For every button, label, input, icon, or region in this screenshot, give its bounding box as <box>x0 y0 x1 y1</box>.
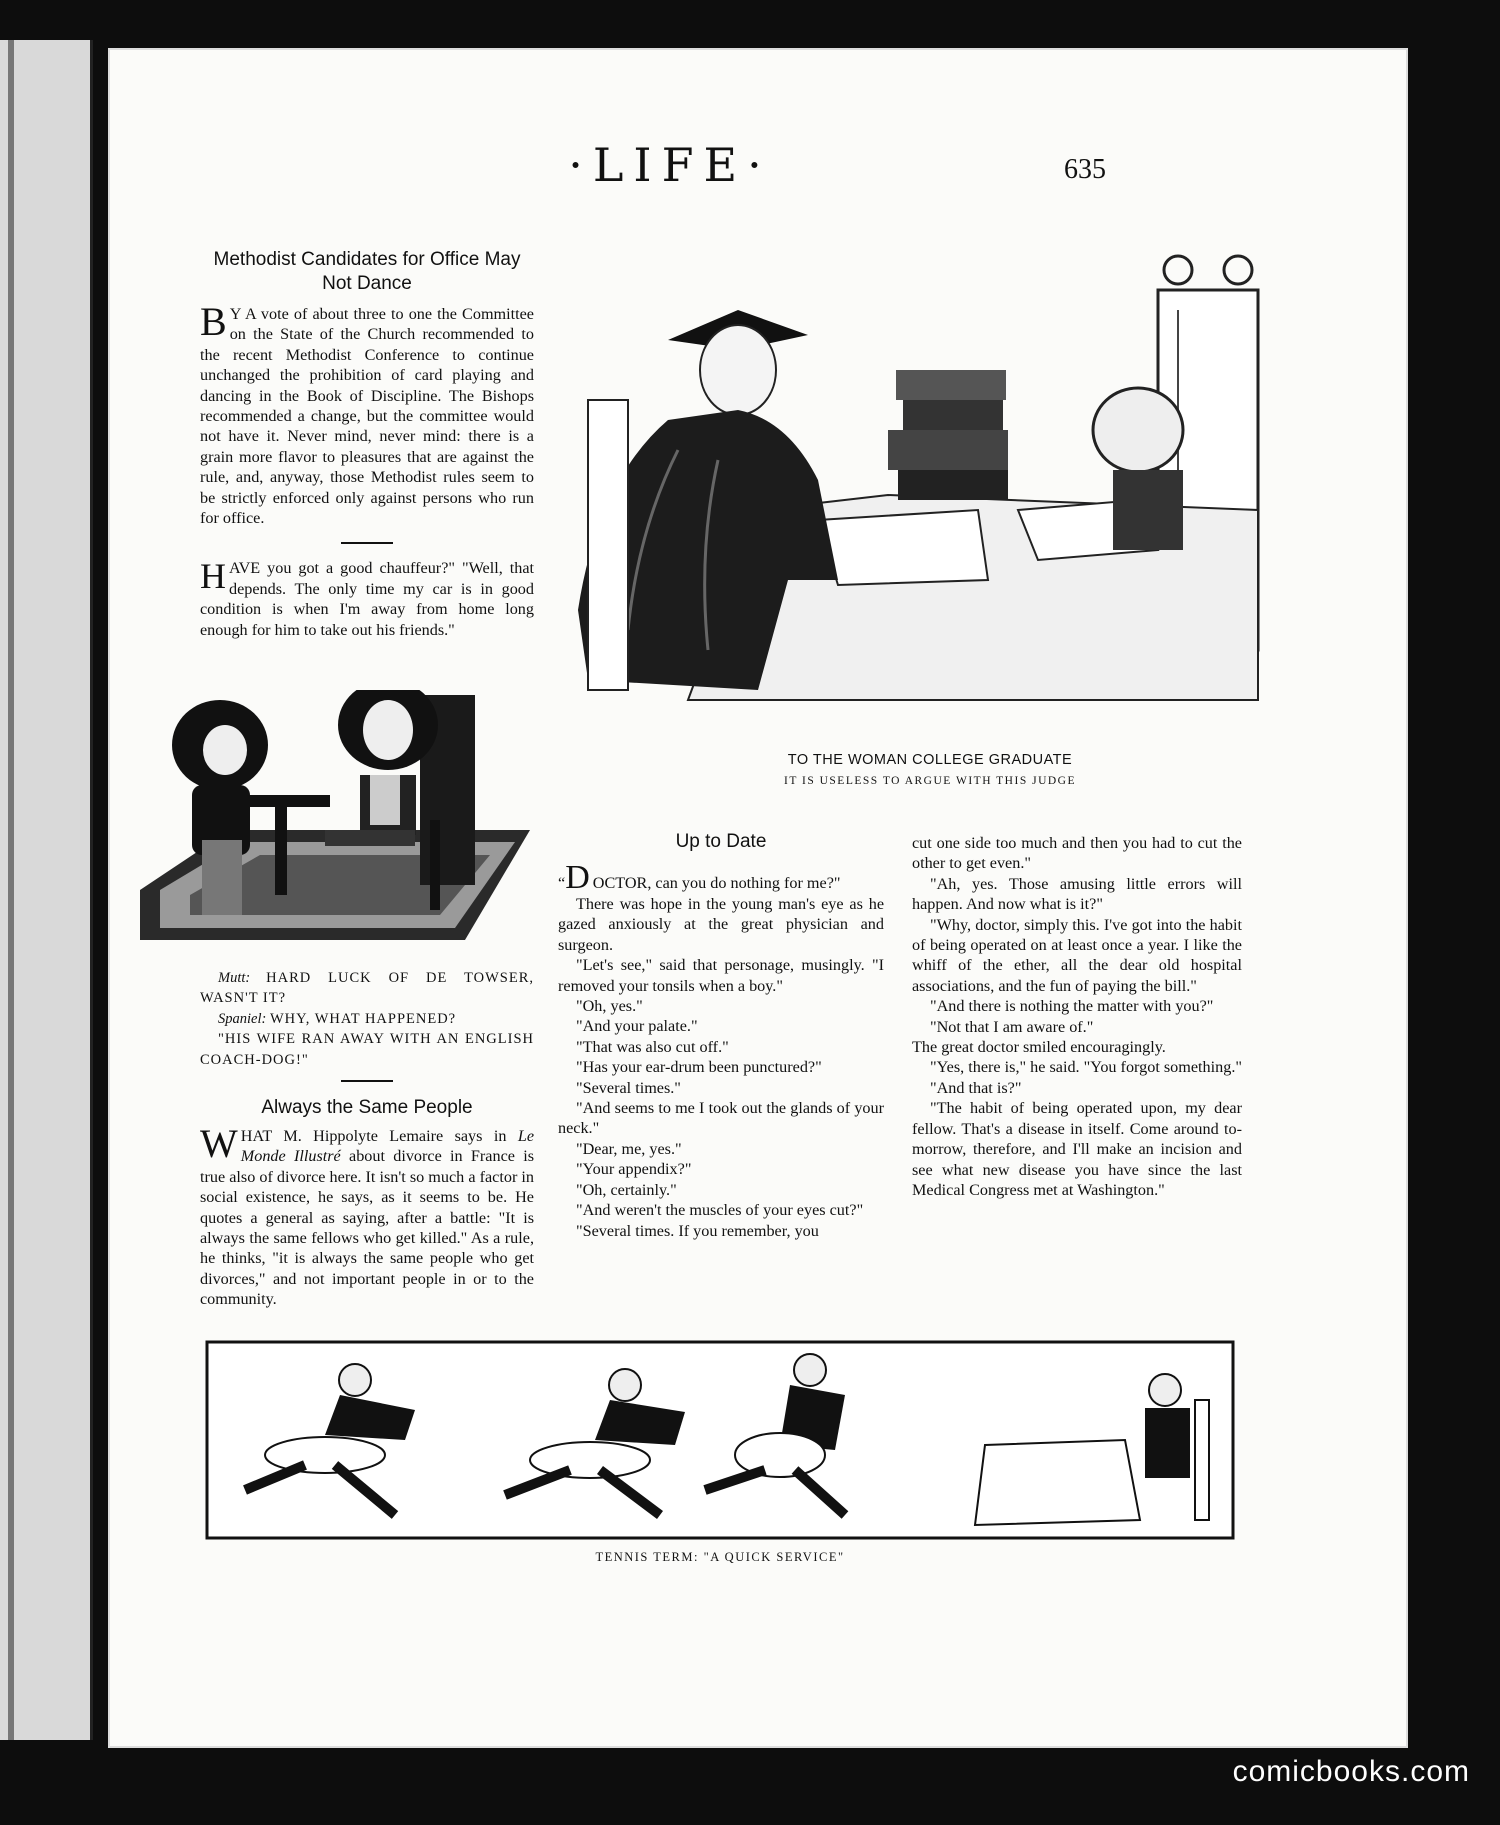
paragraph: "And there is nothing the matter with you?" <box>930 997 1214 1016</box>
paragraph: "Let's see," said that personage, musingly. "I removed your tonsils when a boy." <box>558 956 884 995</box>
paragraph: "The habit of being operated upon, my dear fellow. That's a disease in itself. Come around to-morrow, therefore, and I'll make an incision and see what new disease you have since the last Medical Congress met at Washington." <box>912 1099 1242 1199</box>
article-title: Up to Date <box>675 831 767 852</box>
paragraph: "Why, doctor, simply this. I've got into the habit of being operated on at least once a year. I like the whiff of the ether, all the dear old hospital associations, and the fun of paying the bill." <box>912 915 1242 995</box>
paragraph: cut one side too much and then you had to cut the other to get even." <box>912 834 1242 873</box>
paragraph: "And seems to me I took out the glands of your neck." <box>558 1099 884 1138</box>
judge-cartoon-illustration <box>558 250 1303 725</box>
speaker-spaniel: Spaniel: <box>218 1010 267 1027</box>
paragraph: "Several times. If you remember, you <box>576 1221 819 1240</box>
page-number: 635 <box>1064 154 1106 185</box>
divider <box>341 542 393 544</box>
left-page-edge <box>0 40 93 1740</box>
drop-cap: B <box>200 299 227 344</box>
paragraph: "Not that I am aware of." <box>930 1017 1094 1036</box>
article-body: about divorce in France is true also of divorce here. It isn't so much a factor in social existence, he says, as it seems to be. He quotes a general as saying, after a battle: "It is always the same fellows who get killed." As a rule, he thinks, "it is always the same people who get divorces," and not important people in or to the community. <box>200 1147 534 1309</box>
paragraph: "And that is?" <box>930 1078 1022 1097</box>
article-title: Always the Same People <box>261 1097 473 1118</box>
drop-cap: H <box>200 556 226 597</box>
caption-line: HARD LUCK OF DE TOWSER, WASN'T IT? <box>200 970 534 1007</box>
joke-body: "Well, that depends. The only time my car is in good condition is when I'm away from home long enough for him to take out his friends." <box>200 559 535 639</box>
judge-caption: TO THE WOMAN COLLEGE GRADUATE <box>787 752 1073 768</box>
paragraph: "Oh, yes." <box>576 997 643 1016</box>
article-always-same-people <box>200 1080 534 1310</box>
paragraph: "Your appendix?" <box>576 1160 692 1179</box>
article-first-line: OCTOR, can you do nothing for me?" <box>592 874 841 892</box>
paragraph: "And your palate." <box>576 1017 698 1036</box>
paragraph: There was hope in the young man's eye as he gazed anxiously at the great physician and surgeon. <box>558 895 884 954</box>
paragraph: "That was also cut off." <box>576 1037 729 1056</box>
masthead-title: ·LIFE· <box>568 138 772 192</box>
article-up-to-date: Up to Date “D OCTOR, can you do nothing for me?" There was hope in the young man's eye as he gazed anxiously at the great physician and surgeon. "Let's see," said that personage, musingly. "I removed your tonsils when a boy." "Oh, yes." "And your palate." "That was also cut off." "Has your ear-drum been punctured?" "Several times." "And seems to me I took out the glands of your neck." "Dear, me, yes." "Your appendix?" "Oh, certainly." "And weren't the muscles of your eyes cut?" "Several times. If you remember, you <box>558 831 884 1240</box>
paragraph: "Has your ear-drum been punctured?" <box>576 1058 822 1077</box>
paragraph: "Several times." <box>576 1078 681 1097</box>
speaker-mutt: Mutt: <box>218 970 251 986</box>
judge-subcaption: IT IS USELESS TO ARGUE WITH THIS JUDGE <box>783 775 1077 787</box>
waiter-cartoon-illustration <box>205 1340 1235 1540</box>
article-methodist <box>200 248 534 640</box>
article-title: Methodist Candidates for Office May Not Dance <box>213 249 521 294</box>
waiter-caption: TENNIS TERM: "A QUICK SERVICE" <box>595 1550 845 1564</box>
joke-line: AVE you got a good chauffeur?" <box>229 559 455 578</box>
article-body: Y A vote of about three to one the Committee on the State of the Church recommended to the recent Methodist Conference to continue unchanged the prohibition of card playing and dancing in the Book of Discipline. The Bishops recommended a change, but the committee would not have it. Never mind, never mind: there is a grain more flavor to pleasures that are against the rule, and, anyway, those Methodist rules seem to be strictly enforced only against persons who run for office. <box>200 305 534 528</box>
drop-cap: W <box>200 1121 238 1166</box>
paragraph: "Dear, me, yes." <box>576 1139 682 1158</box>
paragraph: "Yes, there is," he said. "You forgot something." <box>930 1058 1242 1077</box>
drop-cap: D <box>565 859 590 896</box>
paragraph: "Ah, yes. Those amusing little errors will happen. And now what is it?" <box>912 874 1242 914</box>
caption-line: WHY, WHAT HAPPENED? <box>269 1010 457 1027</box>
publication-title: Le Monde Illustré <box>240 1127 534 1166</box>
paragraph: "Oh, certainly." <box>576 1180 677 1199</box>
watermark: comicbooks.com <box>1232 1755 1470 1788</box>
dog-cartoon-caption <box>200 968 534 1070</box>
article-body: HAT M. Hippolyte Lemaire says in <box>240 1127 518 1145</box>
article-up-to-date-col2 <box>912 833 1242 1200</box>
divider <box>341 1080 393 1082</box>
dog-cartoon-illustration <box>140 690 530 955</box>
paragraph: The great doctor smiled encouragingly. <box>912 1038 1166 1057</box>
paragraph: "And weren't the muscles of your eyes cut?" <box>576 1201 864 1220</box>
caption-line: "HIS WIFE RAN AWAY WITH AN ENGLISH COACH-DOG!" <box>200 1031 534 1068</box>
